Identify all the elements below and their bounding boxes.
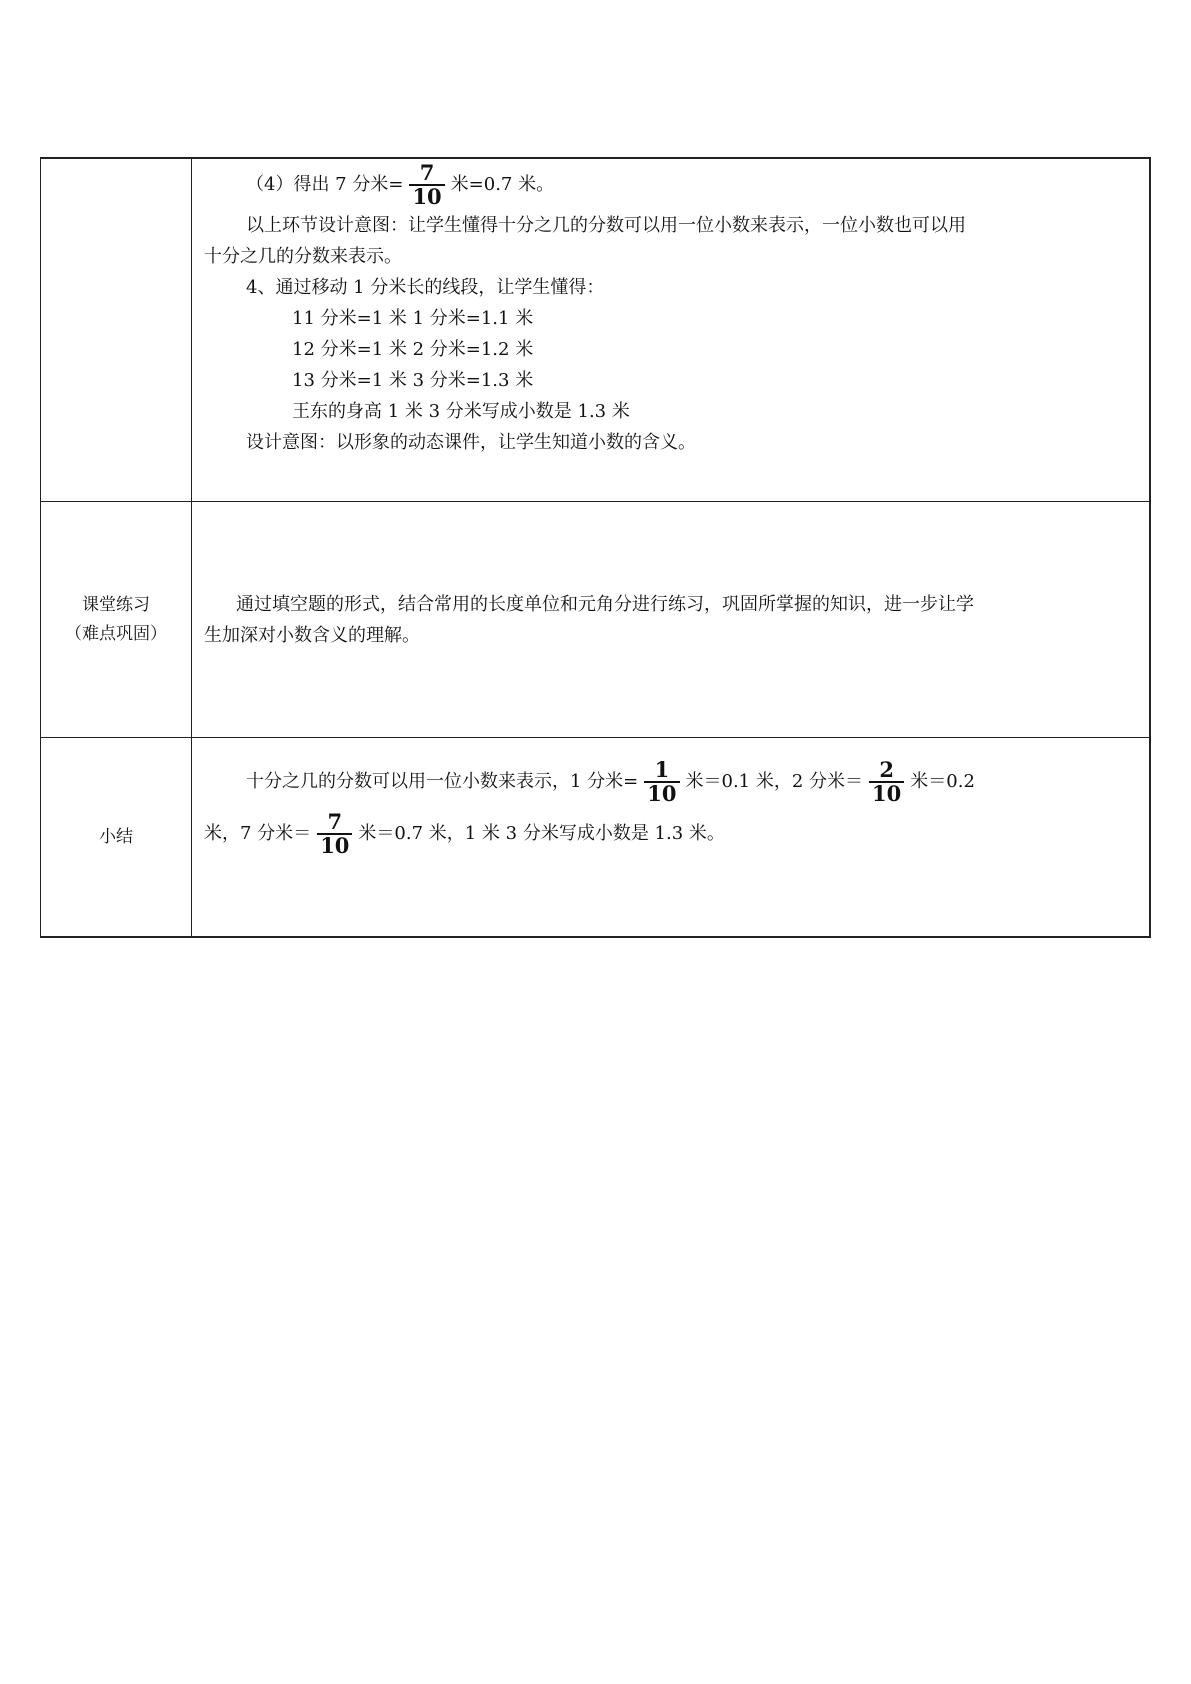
- fraction-numerator: 7: [419, 160, 435, 185]
- fraction-numerator: 7: [327, 809, 343, 834]
- equation-13: 13 分米=1 米 3 分米=1.3 米: [292, 370, 534, 391]
- fraction-denominator: 10: [409, 184, 444, 208]
- summary-text: 米＝0.7 米，1 米 3 分米写成小数是 1.3 米。: [358, 823, 725, 844]
- equation-11: 11 分米=1 米 1 分米=1.1 米: [292, 308, 534, 329]
- practice-text-line1: 通过填空题的形式，结合常用的长度单位和元角分进行练习，巩固所掌握的知识，进一步让学: [236, 593, 974, 615]
- summary-text: 十分之几的分数可以用一位小数来表示，1 分米=: [246, 771, 639, 792]
- row2-content-cell: [192, 502, 1151, 738]
- fraction-7-10: [409, 162, 444, 208]
- height-line: 王东的身高 1 米 3 分米写成小数是 1.3 米: [292, 401, 630, 422]
- design-intent-line2: 十分之几的分数来表示。: [204, 246, 402, 267]
- lesson-plan-table: [40, 157, 1151, 938]
- fraction-numerator: 1: [654, 757, 670, 782]
- equation-12: 12 分米=1 米 2 分米=1.2 米: [292, 339, 534, 360]
- row3-content-cell: [192, 738, 1151, 938]
- fraction-2-10: [869, 759, 904, 805]
- row3-label-cell: [41, 738, 192, 938]
- fraction-denominator: 10: [869, 781, 904, 805]
- table-row: [41, 158, 1151, 502]
- table-row: [41, 502, 1151, 738]
- row2-label-cell: [41, 502, 192, 738]
- design-intent-line1: 以上环节设计意图：让学生懂得十分之几的分数可以用一位小数来表示，一位小数也可以用: [246, 215, 966, 236]
- row1-content-cell: [192, 158, 1151, 502]
- summary-line1: [204, 758, 1139, 806]
- summary-text: 米＝0.1 米，2 分米＝: [685, 771, 864, 792]
- fraction-7-10: [317, 811, 352, 857]
- summary-text: 米＝0.2: [910, 771, 975, 792]
- fraction-denominator: 10: [644, 781, 679, 805]
- fraction-numerator: 2: [879, 757, 894, 782]
- summary-line2: [204, 810, 1139, 858]
- practice-sublabel: （难点巩固）: [65, 623, 167, 644]
- summary-label: 小结: [99, 826, 133, 847]
- step4-prefix: （4）得出 7 分米=: [246, 174, 404, 195]
- summary-text: 米，7 分米＝: [204, 823, 312, 844]
- design-intent-2: 设计意图：以形象的动态课件，让学生知道小数的含义。: [246, 432, 696, 453]
- step4-suffix: 米=0.7 米。: [450, 174, 555, 195]
- fraction-1-10: [644, 759, 679, 805]
- practice-text-line2: 生加深对小数含义的理解。: [204, 624, 420, 646]
- row1-label-cell: [41, 158, 192, 502]
- step4-line: [204, 162, 1139, 208]
- item4-heading: 4、通过移动 1 分米长的线段，让学生懂得：: [246, 277, 605, 298]
- practice-label: 课堂练习: [82, 594, 150, 615]
- table-row: [41, 738, 1151, 938]
- fraction-denominator: 10: [317, 833, 352, 857]
